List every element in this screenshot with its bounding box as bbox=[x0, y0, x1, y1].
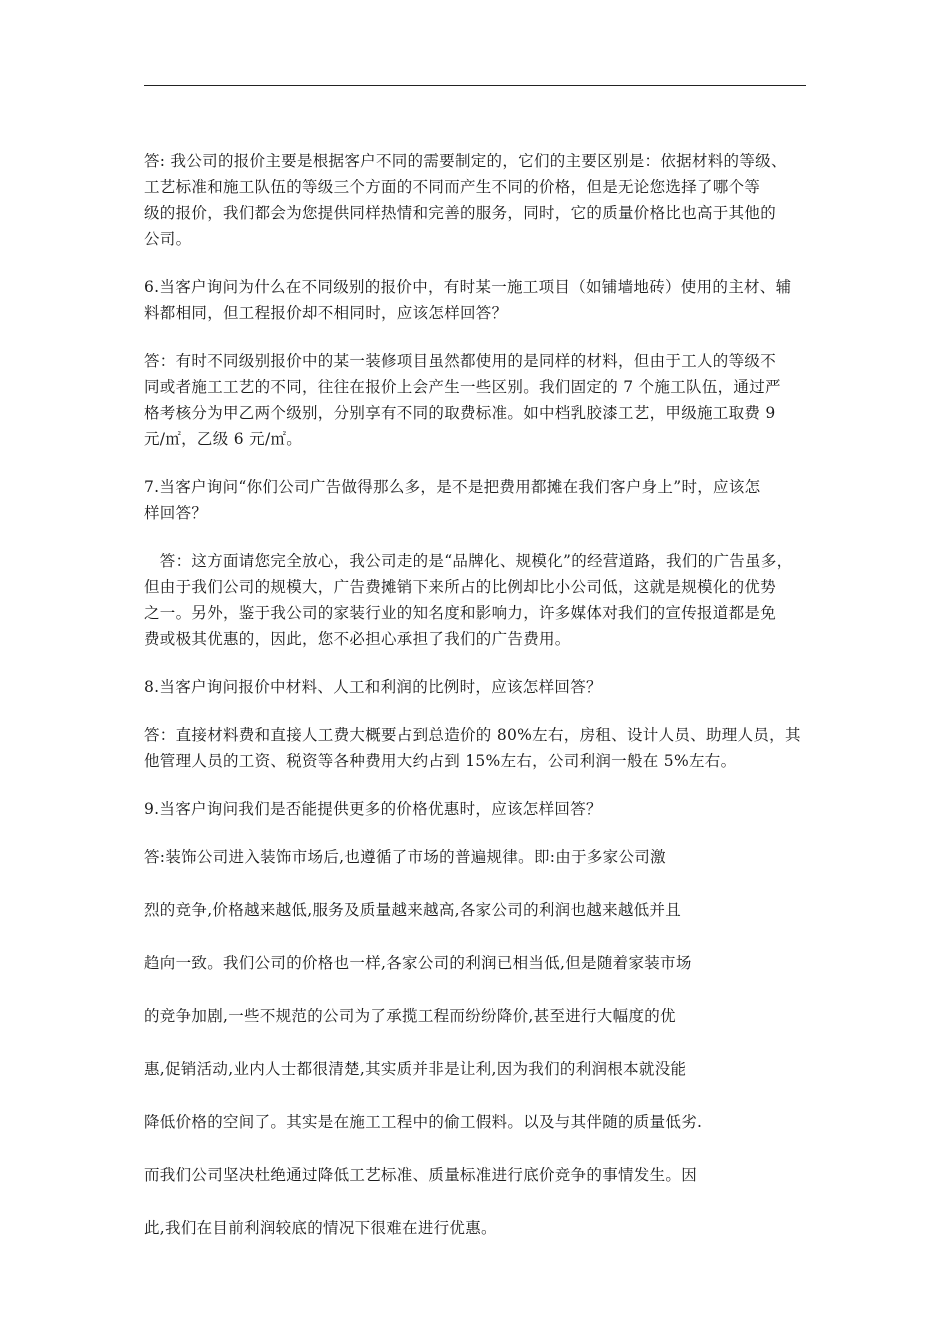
text-line: 答：这方面请您完全放心，我公司走的是“品牌化、规模化”的经营道路，我们的广告虽多， bbox=[144, 552, 793, 570]
question-9-paragraph bbox=[144, 796, 806, 822]
question-7-paragraph bbox=[144, 474, 806, 526]
answer-6-paragraph bbox=[144, 348, 806, 452]
text-line: 他管理人员的工资、税资等各种费用大约占到 15%左右，公司利润一般在 5%左右。 bbox=[144, 752, 737, 770]
document-body bbox=[144, 148, 806, 1268]
text-line: 的竞争加剧,一些不规范的公司为了承揽工程而纷纷降价,甚至进行大幅度的优 bbox=[144, 1007, 676, 1025]
answer-7-paragraph bbox=[144, 548, 806, 652]
text-line: 降低价格的空间了。其实是在施工工程中的偷工假料。以及与其伴随的质量低劣. bbox=[144, 1113, 703, 1131]
answer-8-paragraph bbox=[144, 722, 806, 774]
text-line: 而我们公司坚决杜绝通过降低工艺标准、质量标准进行底价竞争的事情发生。因 bbox=[144, 1166, 698, 1184]
text-line: 费或极其优惠的，因此，您不必担心承担了我们的广告费用。 bbox=[144, 630, 571, 648]
text-line: 答：直接材料费和直接人工费大概要占到总造价的 80%左右，房租、设计人员、助理人员，其 bbox=[144, 726, 801, 744]
text-line: 9.当客户询问我们是否能提供更多的价格优惠时，应该怎样回答？ bbox=[144, 800, 602, 818]
text-line: 公司。 bbox=[144, 230, 192, 248]
text-line: 答：有时不同级别报价中的某一装修项目虽然都使用的是同样的材料，但由于工人的等级不 bbox=[144, 352, 777, 370]
text-line: 6.当客户询问为什么在不同级别的报价中，有时某一施工项目（如铺墙地砖）使用的主材、辅 bbox=[144, 278, 792, 296]
text-line: 惠,促销活动,业内人士都很清楚,其实质并非是让利,因为我们的利润根本就没能 bbox=[144, 1060, 687, 1078]
text-line: 7.当客户询问“你们公司广告做得那么多，是不是把费用都摊在我们客户身上”时，应该怎 bbox=[144, 478, 761, 496]
text-line: 级的报价，我们都会为您提供同样热情和完善的服务，同时，它的质量价格比也高于其他的 bbox=[144, 204, 777, 222]
text-line: 答: 我公司的报价主要是根据客户不同的需要制定的，它们的主要区别是：依据材料的等级、 bbox=[144, 152, 787, 170]
question-6-paragraph bbox=[144, 274, 806, 326]
text-line: 之一。另外，鉴于我公司的家装行业的知名度和影响力，许多媒体对我们的宣传报道都是免 bbox=[144, 604, 777, 622]
answer-5-paragraph bbox=[144, 148, 806, 252]
text-line: 工艺标准和施工队伍的等级三个方面的不同而产生不同的价格，但是无论您选择了哪个等 bbox=[144, 178, 761, 196]
text-line: 元/㎡，乙级 6 元/㎡。 bbox=[144, 430, 303, 448]
text-line: 但由于我们公司的规模大，广告费摊销下来所占的比例却比小公司低，这就是规模化的优势 bbox=[144, 578, 777, 596]
answer-9-paragraph bbox=[144, 844, 806, 1241]
header-rule bbox=[144, 85, 806, 86]
text-line: 8.当客户询问报价中材料、人工和利润的比例时，应该怎样回答？ bbox=[144, 678, 602, 696]
text-line: 答:装饰公司进入装饰市场后,也遵循了市场的普遍规律。即:由于多家公司激 bbox=[144, 848, 666, 866]
text-line: 趋向一致。我们公司的价格也一样,各家公司的利润已相当低,但是随着家装市场 bbox=[144, 954, 692, 972]
text-line: 同或者施工工艺的不同，往往在报价上会产生一些区别。我们固定的 7 个施工队伍，通过严 bbox=[144, 378, 781, 396]
text-line: 此,我们在目前利润较底的情况下很难在进行优惠。 bbox=[144, 1219, 497, 1237]
text-line: 格考核分为甲乙两个级别，分别享有不同的取费标准。如中档乳胶漆工艺，甲级施工取费 9 bbox=[144, 404, 776, 422]
text-line: 料都相同，但工程报价却不相同时，应该怎样回答？ bbox=[144, 304, 508, 322]
text-line: 烈的竞争,价格越来越低,服务及质量越来越高,各家公司的利润也越来越低并且 bbox=[144, 901, 682, 919]
question-8-paragraph bbox=[144, 674, 806, 700]
text-line: 样回答？ bbox=[144, 504, 208, 522]
